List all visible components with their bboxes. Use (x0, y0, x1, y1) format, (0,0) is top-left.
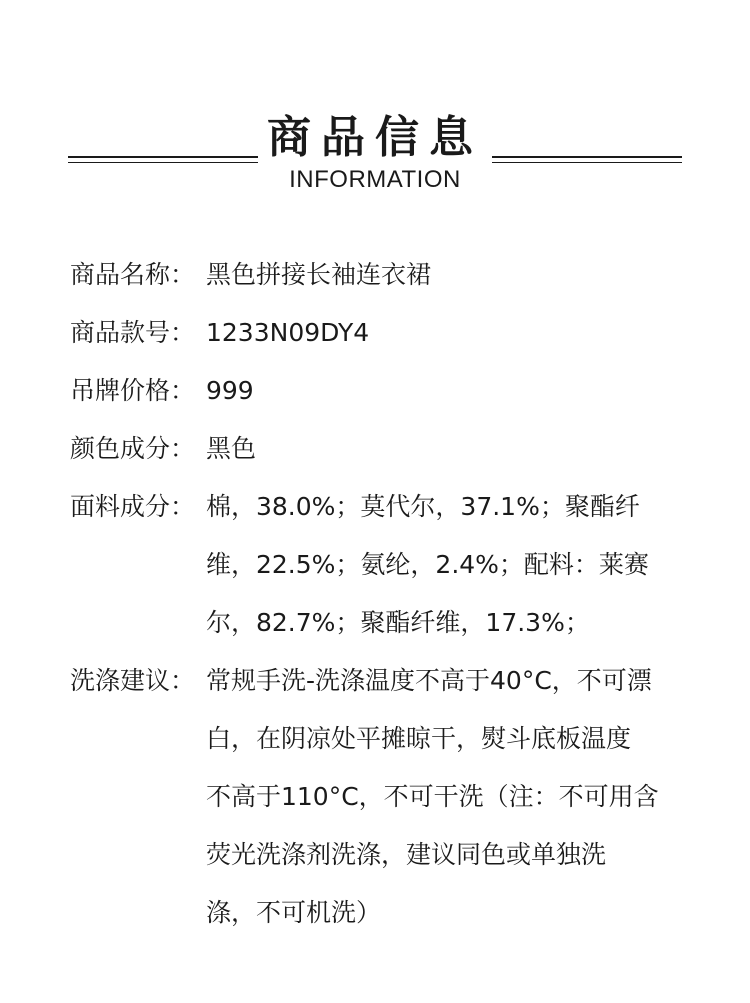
product-name-value: 黑色拼接长袖连衣裙 (206, 260, 432, 289)
fabric-label: 面料成分： (70, 492, 196, 521)
info-row-fabric (70, 478, 690, 652)
care-label: 洗涤建议： (70, 666, 196, 695)
style-number-label: 商品款号： (70, 318, 196, 347)
page-title: 商品信息 (267, 112, 483, 163)
page-subtitle: INFORMATION (289, 166, 461, 193)
color-value: 黑色 (206, 434, 257, 463)
info-row-product-name (70, 246, 690, 304)
info-row-color (70, 420, 690, 478)
right-divider-thick (492, 156, 682, 158)
info-header (0, 108, 750, 208)
tag-price-value: 999 (206, 376, 254, 405)
style-number-value: 1233N09DY4 (206, 318, 370, 347)
fabric-value: 棉，38.0%；莫代尔，37.1%；聚酯纤 维，22.5%；氨纶，2.4%；配料：莱赛 尔，82.7%；聚酯纤维，17.3%； (206, 492, 649, 637)
right-divider-thin (492, 162, 682, 163)
color-label: 颜色成分： (70, 434, 196, 463)
info-row-care (70, 652, 690, 942)
right-divider (492, 156, 682, 164)
tag-price-label: 吊牌价格： (70, 376, 196, 405)
info-row-tag-price (70, 362, 690, 420)
care-value: 常规手洗-洗涤温度不高于40°C，不可漂 白，在阴凉处平摊晾干，熨斗底板温度 不高于110°C，不可干洗（注：不可用含 荧光洗涤剂洗涤，建议同色或单独洗 涤，不可机洗） (206, 666, 659, 927)
product-info-list (70, 246, 690, 942)
info-row-style-number (70, 304, 690, 362)
product-name-label: 商品名称： (70, 260, 196, 289)
